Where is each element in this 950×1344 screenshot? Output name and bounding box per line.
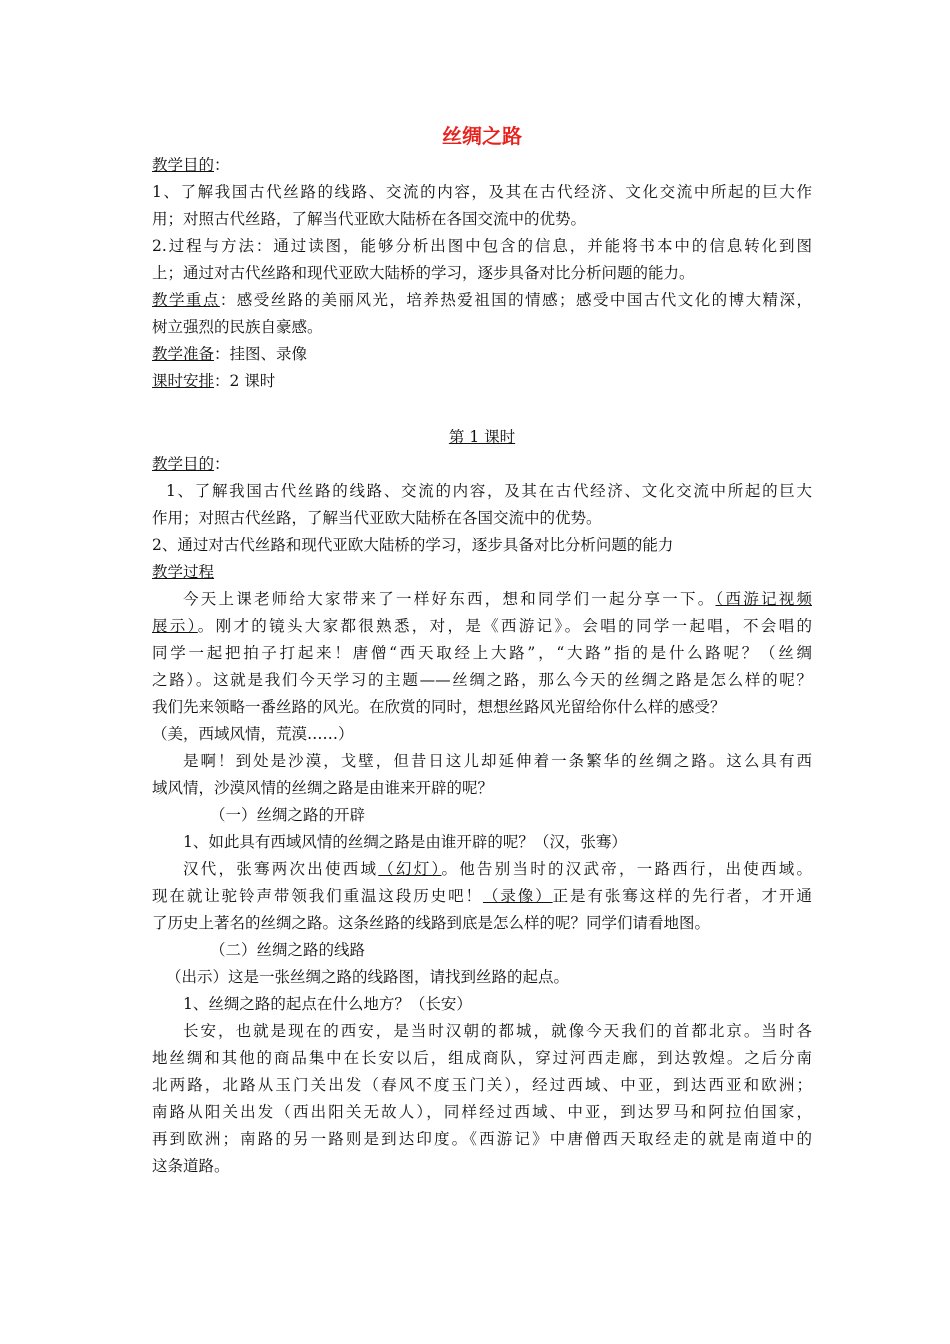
teaching-goal-label: 教学目的 — [152, 156, 215, 174]
lesson-goal-label: 教学目的 — [152, 455, 215, 473]
key-points-line-b: 树立强烈的民族自豪感。 — [152, 318, 323, 336]
section2-heading: （二）丝绸之路的线路 — [210, 941, 366, 959]
preparation-line: 教学准备：挂图、录像 — [152, 345, 308, 363]
para2-line-a: 是啊！到处是沙漠，戈壁，但昔日这儿却延伸着一条繁华的丝绸之路。这么具有西 — [183, 752, 812, 770]
para3-line-c: 了历史上著名的丝绸之路。这条丝路的线路到底是怎么样的呢？同学们请看地图。 — [152, 914, 711, 932]
lesson-goal2-line: 2、通过对古代丝路和现代亚欧大陆桥的学习，逐步具备对比分析问题的能力 — [152, 536, 674, 554]
document-title: 丝绸之路 — [442, 124, 522, 148]
para1-line-a: 今天上课老师给大家带来了一样好东西，想和同学们一起分享一下。（西游记视频 — [183, 590, 812, 608]
preparation-label: 教学准备 — [152, 345, 215, 363]
para1-line-d: 之路）。这就是我们今天学习的主题——丝绸之路，那么今天的丝绸之路是怎么样的呢？ — [152, 671, 812, 689]
para4-line-e: 再到欧洲；南路的另一路则是到达印度。《西游记》中唐僧西天取经走的就是南道中的 — [152, 1130, 812, 1148]
video-note: （西游记视频 — [715, 590, 812, 608]
para1-line-c: 同学一起把拍子打起来！唐僧“西天取经上大路”，“大路”指的是什么路呢？（丝绸 — [152, 644, 812, 662]
lesson-goal1-line-a: 1、了解我国古代丝路的线路、交流的内容，及其在古代经济、文化交流中所起的巨大 — [166, 482, 812, 500]
goal2-line-b: 上；通过对古代丝路和现代亚欧大陆桥的学习，逐步具备对比分析问题的能力。 — [152, 264, 695, 282]
para1-line-b: 展示）。刚才的镜头大家都很熟悉，对，是《西游记》。会唱的同学一起唱，不会唱的 — [152, 617, 812, 635]
process-label: 教学过程 — [152, 563, 215, 581]
goal2-line-a: 2.过程与方法：通过读图，能够分析出图中包含的信息，并能将书本中的信息转化到图 — [152, 237, 812, 255]
question2: 1、丝绸之路的起点在什么地方？（长安） — [183, 995, 472, 1013]
para4-line-d: 南路从阳关出发（西出阳关无故人），同样经过西域、中亚，到达罗马和阿拉伯国家， — [152, 1103, 812, 1121]
para4-line-b: 地丝绸和其他的商品集中在长安以后，组成商队，穿过河西走廊，到达敦煌。之后分南 — [152, 1049, 812, 1067]
goal1-line-b: 用；对照古代丝路，了解当代亚欧大陆桥在各国交流中的优势。 — [152, 210, 587, 228]
section1-heading: （一）丝绸之路的开辟 — [210, 806, 366, 824]
para2-line-b: 域风情，沙漠风情的丝绸之路是由谁来开辟的呢？ — [152, 779, 494, 797]
goal1-line-a: 1、了解我国古代丝路的线路、交流的内容，及其在古代经济、文化交流中所起的巨大作 — [152, 183, 812, 201]
para4-line-c: 北两路，北路从玉门关出发（春风不度玉门关），经过西域、中亚，到达西亚和欧洲； — [152, 1076, 812, 1094]
teaching-goal-label-line: 教学目的： — [152, 156, 230, 174]
para1-line-e: 我们先来领略一番丝路的风光。在欣赏的同时，想想丝路风光留给你什么样的感受？ — [152, 698, 726, 716]
video-note-cont: 展示） — [152, 617, 198, 635]
schedule-label: 课时安排 — [152, 372, 215, 390]
para4-line-f: 这条道路。 — [152, 1157, 230, 1175]
lesson-goal-label-line: 教学目的： — [152, 455, 230, 473]
show-line: （出示）这是一张丝绸之路的线路图，请找到丝路的起点。 — [166, 968, 570, 986]
para3-line-b: 现在就让驼铃声带领我们重温这段历史吧！（录像）正是有张骞这样的先行者，才开通 — [152, 887, 812, 905]
para3-line-a: 汉代，张骞两次出使西域（幻灯）。他告别当时的汉武帝，一路西行，出使西域。 — [183, 860, 812, 878]
lesson-goal1-line-b: 作用；对照古代丝路，了解当代亚欧大陆桥在各国交流中的优势。 — [152, 509, 602, 527]
slide-note: （幻灯） — [378, 860, 442, 878]
schedule-line: 课时安排：2 课时 — [152, 372, 276, 390]
key-points-line-a: 教学重点：感受丝路的美丽风光，培养热爱祖国的情感；感受中国古代文化的博大精深， — [152, 291, 812, 309]
question1: 1、如此具有西域风情的丝绸之路是由谁开辟的呢？（汉，张骞） — [183, 833, 627, 851]
video-note-2: （录像） — [482, 887, 553, 905]
lesson-heading: 第 1 课时 — [448, 428, 516, 446]
para1-line-f: （美，西域风情，荒漠……） — [152, 725, 354, 743]
para4-line-a: 长安，也就是现在的西安，是当时汉朝的都城，就像今天我们的首都北京。当时各 — [183, 1022, 812, 1040]
document-body — [152, 120, 812, 1180]
process-label-line — [152, 559, 812, 586]
key-points-label: 教学重点 — [152, 291, 220, 309]
